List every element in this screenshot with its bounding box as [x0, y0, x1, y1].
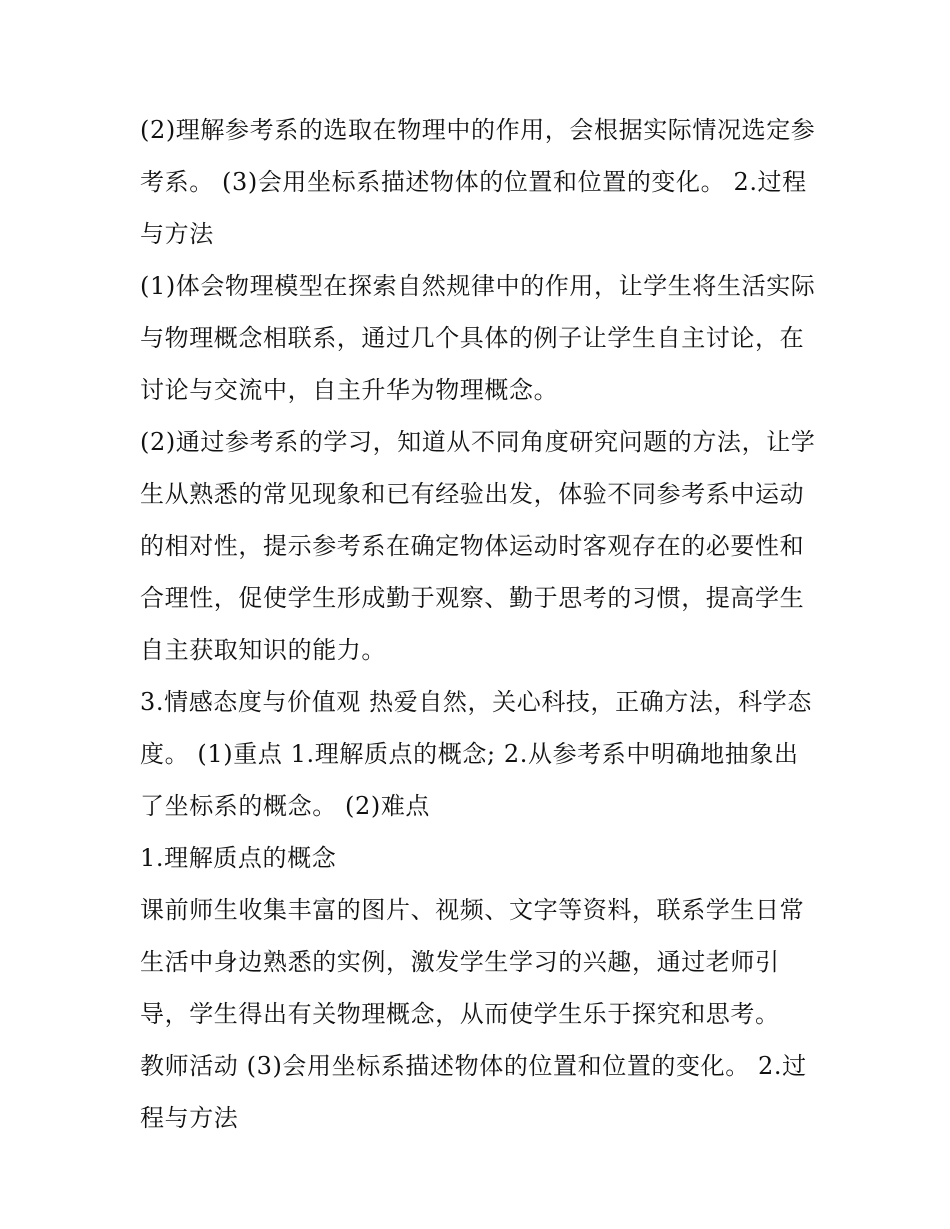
- paragraph-teacher-activity: 教师活动 (3)会用坐标系描述物体的位置和位置的变化。 2.过程与方法: [140, 1052, 807, 1132]
- paragraph-preparation: 课前师生收集丰富的图片、视频、文字等资料，联系学生日常生活中身边熟悉的实例，激发学生学习的兴趣，通过老师引导，学生得出有关物理概念，从而使学生乐于探究和思考。: [140, 896, 805, 1028]
- paragraph-objective-2: (2)理解参考系的选取在物理中的作用，会根据实际情况选定参考系。 (3)会用坐标系描述物体的位置和位置的变化。 2.过程与方法: [140, 116, 816, 248]
- paragraph-process-2: (2)通过参考系的学习，知道从不同角度研究问题的方法，让学生从熟悉的常见现象和已有经验出发，体验不同参考系中运动的相对性，提示参考系在确定物体运动时客观存在的必要性和合理性，促使学生形成勤于观察、勤于思考的习惯，提高学生自主获取知识的能力。: [140, 428, 816, 664]
- paragraph-values-key-points: 3.情感态度与价值观 热爱自然，关心科技，正确方法，科学态度。 (1)重点 1.理解质点的概念; 2.从参考系中明确地抽象出了坐标系的概念。 (2)难点: [140, 688, 812, 820]
- paragraph-process-1: (1)体会物理模型在探索自然规律中的作用，让学生将生活实际与物理概念相联系，通过几个具体的例子让学生自主讨论，在讨论与交流中，自主升华为物理概念。: [140, 272, 816, 404]
- document-body: [140, 104, 820, 1144]
- paragraph-difficulty-1: 1.理解质点的概念: [140, 844, 337, 872]
